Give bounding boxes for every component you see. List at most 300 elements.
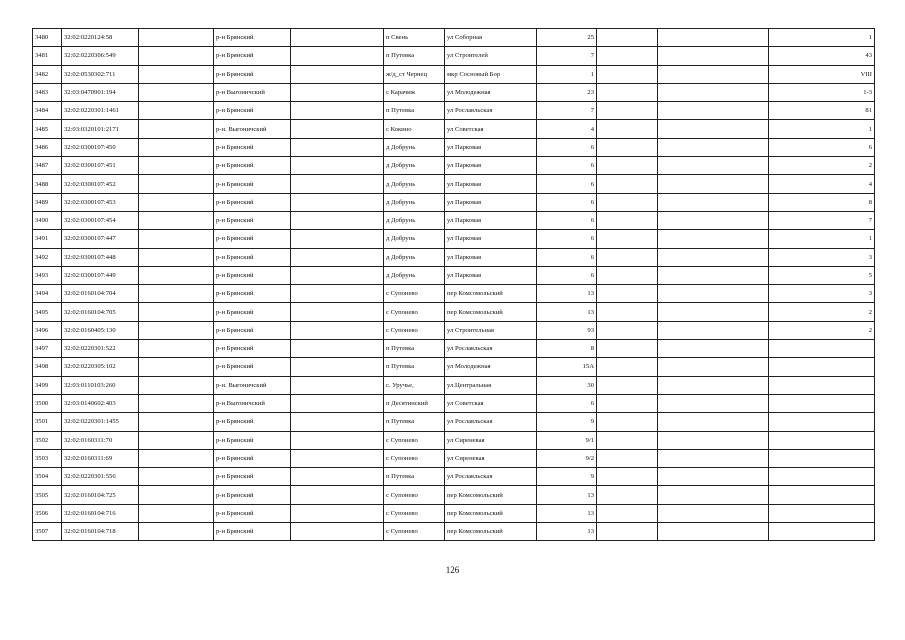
cell-street: ул Молодежная (445, 358, 537, 376)
cell-settlement: с Супонево (384, 449, 445, 467)
cell-apartment-number: 6 (769, 138, 875, 156)
cell-cadastral-number: 32:02:0220305:102 (62, 358, 139, 376)
cell-empty (139, 468, 214, 486)
cell-street: ул Парковая (445, 230, 537, 248)
cell-empty (597, 65, 658, 83)
cell-house-number: 6 (537, 193, 597, 211)
cell-apartment-number: 7 (769, 211, 875, 229)
cell-empty (597, 138, 658, 156)
cell-record-number: 3490 (33, 211, 62, 229)
cell-house-number: 7 (537, 47, 597, 65)
cell-record-number: 3498 (33, 358, 62, 376)
cell-record-number: 3481 (33, 47, 62, 65)
cell-record-number: 3487 (33, 157, 62, 175)
cell-empty (291, 138, 384, 156)
cell-cadastral-number: 32:02:0530302:711 (62, 65, 139, 83)
cell-district: р-н Брянский (214, 230, 291, 248)
cell-district: р-н Брянский (214, 248, 291, 266)
cell-empty (597, 266, 658, 284)
cell-apartment-number: 1 (769, 120, 875, 138)
cell-empty (658, 358, 769, 376)
table-row (33, 321, 875, 339)
cell-cadastral-number: 32:02:0300107:452 (62, 175, 139, 193)
cell-apartment-number (769, 523, 875, 541)
table-row (33, 47, 875, 65)
cell-apartment-number (769, 468, 875, 486)
cell-house-number: 9 (537, 468, 597, 486)
registry-table (32, 28, 875, 541)
cell-street: пер Комсомольский (445, 486, 537, 504)
cell-street: ул Рославльская (445, 468, 537, 486)
table-row (33, 285, 875, 303)
cell-house-number: 6 (537, 248, 597, 266)
cell-empty (597, 285, 658, 303)
cell-empty (139, 193, 214, 211)
cell-empty (291, 120, 384, 138)
cell-empty (291, 285, 384, 303)
cell-empty (597, 83, 658, 101)
cell-house-number: 6 (537, 266, 597, 284)
cell-settlement: п Путевка (384, 468, 445, 486)
cell-empty (291, 449, 384, 467)
cell-empty (597, 486, 658, 504)
cell-settlement: д Добрунь (384, 157, 445, 175)
cell-house-number: 6 (537, 230, 597, 248)
cell-empty (597, 303, 658, 321)
cell-house-number: 7 (537, 102, 597, 120)
cell-settlement: с Кокино (384, 120, 445, 138)
table-row (33, 431, 875, 449)
cell-district: р-н Брянский (214, 157, 291, 175)
cell-empty (597, 358, 658, 376)
cell-cadastral-number: 32:02:0160104:725 (62, 486, 139, 504)
cell-apartment-number: 3 (769, 285, 875, 303)
cell-empty (597, 431, 658, 449)
cell-record-number: 3483 (33, 83, 62, 101)
cell-cadastral-number: 32:02:0300107:454 (62, 211, 139, 229)
cell-apartment-number: VIII (769, 65, 875, 83)
cell-empty (658, 504, 769, 522)
cell-cadastral-number: 32:03:0320101:2171 (62, 120, 139, 138)
cell-street: мкр Сосновый Бор (445, 65, 537, 83)
cell-record-number: 3494 (33, 285, 62, 303)
cell-record-number: 3502 (33, 431, 62, 449)
cell-empty (597, 120, 658, 138)
cell-apartment-number: 2 (769, 321, 875, 339)
cell-empty (658, 175, 769, 193)
cell-empty (291, 321, 384, 339)
cell-empty (291, 29, 384, 47)
cell-apartment-number (769, 504, 875, 522)
cell-empty (597, 523, 658, 541)
cell-house-number: 23 (537, 83, 597, 101)
cell-house-number: 6 (537, 157, 597, 175)
cell-street: ул Строителей (445, 47, 537, 65)
cell-settlement: д Добрунь (384, 266, 445, 284)
cell-record-number: 3506 (33, 504, 62, 522)
cell-empty (291, 358, 384, 376)
cell-empty (597, 230, 658, 248)
cell-empty (658, 102, 769, 120)
cell-empty (139, 303, 214, 321)
cell-settlement: с Супонево (384, 431, 445, 449)
cell-house-number: 8 (537, 340, 597, 358)
cell-house-number: 13 (537, 285, 597, 303)
cell-district: р-н Брянский (214, 138, 291, 156)
cell-empty (597, 321, 658, 339)
cell-empty (139, 321, 214, 339)
cell-cadastral-number: 32:02:0160405:130 (62, 321, 139, 339)
cell-empty (658, 285, 769, 303)
cell-house-number: 6 (537, 138, 597, 156)
cell-district: р-н. Выгоничский (214, 120, 291, 138)
cell-street: ул Парковая (445, 248, 537, 266)
cell-cadastral-number: 32:02:0220301:1455 (62, 413, 139, 431)
cell-empty (658, 340, 769, 358)
cell-empty (291, 523, 384, 541)
cell-cadastral-number: 32:02:0160311:69 (62, 449, 139, 467)
cell-house-number: 15А (537, 358, 597, 376)
cell-record-number: 3505 (33, 486, 62, 504)
cell-street: ул Молодежная (445, 83, 537, 101)
cell-empty (597, 413, 658, 431)
cell-settlement: д Добрунь (384, 248, 445, 266)
cell-house-number: 6 (537, 175, 597, 193)
cell-empty (658, 486, 769, 504)
cell-street: ул Советская (445, 120, 537, 138)
cell-district: р-н Брянский (214, 523, 291, 541)
cell-house-number: 13 (537, 303, 597, 321)
cell-record-number: 3485 (33, 120, 62, 138)
cell-district: р-н Брянский (214, 303, 291, 321)
cell-record-number: 3484 (33, 102, 62, 120)
cell-empty (139, 120, 214, 138)
cell-street: ул Парковая (445, 175, 537, 193)
cell-district: р-н Брянский (214, 340, 291, 358)
table-row (33, 394, 875, 412)
cell-district: р-н Брянский (214, 449, 291, 467)
cell-district: р-н Брянский (214, 468, 291, 486)
cell-record-number: 3501 (33, 413, 62, 431)
page-number: 126 (445, 565, 460, 575)
cell-empty (658, 83, 769, 101)
cell-empty (658, 468, 769, 486)
cell-empty (139, 449, 214, 467)
cell-empty (139, 523, 214, 541)
cell-record-number: 3495 (33, 303, 62, 321)
cell-empty (597, 211, 658, 229)
cell-cadastral-number: 32:03:0470901:194 (62, 83, 139, 101)
cell-empty (291, 394, 384, 412)
cell-empty (291, 266, 384, 284)
cell-empty (139, 29, 214, 47)
cell-apartment-number (769, 413, 875, 431)
cell-empty (291, 504, 384, 522)
cell-settlement: п Путевка (384, 47, 445, 65)
table-row (33, 65, 875, 83)
table-row (33, 523, 875, 541)
cell-settlement: с Супонево (384, 504, 445, 522)
cell-settlement: с Супонево (384, 523, 445, 541)
cell-apartment-number (769, 394, 875, 412)
cell-settlement: с Карачиж (384, 83, 445, 101)
cell-district: р-н Брянский (214, 321, 291, 339)
table-row (33, 413, 875, 431)
cell-street: ул Сиреневая (445, 431, 537, 449)
cell-cadastral-number: 32:03:0140602:403 (62, 394, 139, 412)
cell-empty (291, 431, 384, 449)
cell-settlement: п Свень (384, 29, 445, 47)
cell-apartment-number: 1 (769, 230, 875, 248)
cell-cadastral-number: 32:02:0160104:704 (62, 285, 139, 303)
table-row (33, 157, 875, 175)
cell-district: р-н Выгоничский (214, 83, 291, 101)
cell-cadastral-number: 32:02:0300107:451 (62, 157, 139, 175)
cell-settlement: д Добрунь (384, 138, 445, 156)
cell-empty (291, 248, 384, 266)
cell-record-number: 3503 (33, 449, 62, 467)
table-row (33, 193, 875, 211)
cell-house-number: 13 (537, 504, 597, 522)
cell-empty (291, 47, 384, 65)
cell-settlement: с Супонево (384, 303, 445, 321)
cell-house-number: 30 (537, 376, 597, 394)
cell-district: р-н Брянский (214, 358, 291, 376)
cell-settlement: п Путевка (384, 358, 445, 376)
cell-cadastral-number: 32:02:0220124:58 (62, 29, 139, 47)
cell-empty (139, 65, 214, 83)
cell-cadastral-number: 32:02:0160104:705 (62, 303, 139, 321)
cell-house-number: 4 (537, 120, 597, 138)
cell-district: р-н Брянский (214, 47, 291, 65)
table-row (33, 486, 875, 504)
cell-cadastral-number: 32:02:0220301:1461 (62, 102, 139, 120)
cell-settlement: ж/д_ст Чернец (384, 65, 445, 83)
cell-empty (291, 413, 384, 431)
cell-empty (139, 102, 214, 120)
cell-empty (597, 193, 658, 211)
cell-cadastral-number: 32:02:0160104:716 (62, 504, 139, 522)
cell-apartment-number (769, 358, 875, 376)
cell-empty (139, 138, 214, 156)
cell-empty (658, 303, 769, 321)
cell-street: ул Парковая (445, 193, 537, 211)
cell-cadastral-number: 32:02:0220301:556 (62, 468, 139, 486)
table-row (33, 449, 875, 467)
cell-empty (139, 175, 214, 193)
table-row (33, 266, 875, 284)
table-row (33, 248, 875, 266)
cell-empty (291, 193, 384, 211)
cell-cadastral-number: 32:02:0220301:522 (62, 340, 139, 358)
cell-district: р-н Брянский (214, 285, 291, 303)
cell-empty (658, 65, 769, 83)
cell-house-number: 1 (537, 65, 597, 83)
cell-settlement: п Десятинский (384, 394, 445, 412)
cell-empty (658, 248, 769, 266)
cell-empty (291, 468, 384, 486)
cell-cadastral-number: 32:02:0160311:70 (62, 431, 139, 449)
cell-empty (291, 230, 384, 248)
cell-empty (291, 340, 384, 358)
cell-empty (658, 413, 769, 431)
cell-street: ул Сиреневая (445, 449, 537, 467)
cell-apartment-number: 4 (769, 175, 875, 193)
cell-empty (658, 193, 769, 211)
cell-district: р-н Брянский (214, 431, 291, 449)
cell-record-number: 3486 (33, 138, 62, 156)
cell-apartment-number: 5 (769, 266, 875, 284)
cell-district: р-н Брянский (214, 29, 291, 47)
cell-record-number: 3488 (33, 175, 62, 193)
cell-record-number: 3500 (33, 394, 62, 412)
cell-district: р-н Брянский (214, 211, 291, 229)
cell-empty (291, 303, 384, 321)
cell-house-number: 93 (537, 321, 597, 339)
cell-record-number: 3507 (33, 523, 62, 541)
cell-street: пер Комсомольский (445, 285, 537, 303)
cell-house-number: 9 (537, 413, 597, 431)
cell-house-number: 9/1 (537, 431, 597, 449)
cell-empty (597, 504, 658, 522)
cell-empty (597, 102, 658, 120)
cell-district: р-н Выгоничский (214, 394, 291, 412)
cell-apartment-number: 81 (769, 102, 875, 120)
cell-district: р-н Брянский (214, 486, 291, 504)
cell-empty (139, 340, 214, 358)
cell-street: ул Рославльская (445, 340, 537, 358)
cell-empty (658, 138, 769, 156)
cell-apartment-number: 43 (769, 47, 875, 65)
table-row (33, 468, 875, 486)
cell-empty (139, 157, 214, 175)
cell-house-number: 9/2 (537, 449, 597, 467)
cell-settlement: с. Уручье, (384, 376, 445, 394)
cell-record-number: 3489 (33, 193, 62, 211)
cell-empty (291, 102, 384, 120)
cell-district: р-н Брянский (214, 413, 291, 431)
cell-empty (291, 157, 384, 175)
cell-house-number: 6 (537, 211, 597, 229)
cell-empty (139, 394, 214, 412)
cell-cadastral-number: 32:02:0160104:718 (62, 523, 139, 541)
cell-record-number: 3504 (33, 468, 62, 486)
cell-empty (658, 394, 769, 412)
cell-cadastral-number: 32:02:0300107:447 (62, 230, 139, 248)
cell-empty (597, 340, 658, 358)
cell-street: ул Рославльская (445, 102, 537, 120)
cell-empty (291, 65, 384, 83)
registry-table-body (33, 29, 875, 541)
cell-record-number: 3497 (33, 340, 62, 358)
cell-empty (658, 29, 769, 47)
cell-district: р-н Брянский (214, 193, 291, 211)
cell-settlement: д Добрунь (384, 211, 445, 229)
cell-empty (291, 211, 384, 229)
cell-empty (291, 83, 384, 101)
cell-cadastral-number: 32:02:0300107:450 (62, 138, 139, 156)
cell-empty (139, 504, 214, 522)
cell-cadastral-number: 32:02:0300107:448 (62, 248, 139, 266)
cell-empty (658, 157, 769, 175)
cell-cadastral-number: 32:02:0220306:549 (62, 47, 139, 65)
cell-cadastral-number: 32:02:0300107:449 (62, 266, 139, 284)
cell-settlement: д Добрунь (384, 193, 445, 211)
cell-empty (139, 230, 214, 248)
cell-empty (658, 47, 769, 65)
cell-empty (139, 211, 214, 229)
cell-empty (597, 394, 658, 412)
cell-street: пер Комсомольский (445, 504, 537, 522)
cell-district: р-н. Выгоничский (214, 376, 291, 394)
cell-cadastral-number: 32:02:0300107:453 (62, 193, 139, 211)
cell-empty (658, 321, 769, 339)
cell-empty (139, 358, 214, 376)
table-row (33, 504, 875, 522)
cell-apartment-number: 2 (769, 303, 875, 321)
cell-empty (139, 431, 214, 449)
cell-street: ул Советская (445, 394, 537, 412)
cell-district: р-н Брянский (214, 266, 291, 284)
cell-settlement: с Супонево (384, 321, 445, 339)
cell-settlement: с Супонево (384, 285, 445, 303)
cell-district: р-н Брянский (214, 175, 291, 193)
cell-empty (658, 376, 769, 394)
cell-street: ул.Центральная (445, 376, 537, 394)
cell-record-number: 3493 (33, 266, 62, 284)
cell-street: ул Парковая (445, 138, 537, 156)
cell-empty (658, 211, 769, 229)
table-row (33, 83, 875, 101)
cell-record-number: 3482 (33, 65, 62, 83)
cell-house-number: 13 (537, 523, 597, 541)
cell-cadastral-number: 32:03:0110103:260 (62, 376, 139, 394)
cell-empty (658, 120, 769, 138)
cell-record-number: 3496 (33, 321, 62, 339)
cell-street: ул Парковая (445, 157, 537, 175)
cell-empty (658, 449, 769, 467)
table-row (33, 376, 875, 394)
cell-apartment-number (769, 449, 875, 467)
cell-street: ул Парковая (445, 266, 537, 284)
table-row (33, 120, 875, 138)
cell-district: р-н Брянский (214, 504, 291, 522)
cell-apartment-number (769, 431, 875, 449)
cell-record-number: 3480 (33, 29, 62, 47)
cell-street: ул Соборная (445, 29, 537, 47)
table-row (33, 340, 875, 358)
cell-empty (139, 285, 214, 303)
cell-street: пер Комсомольский (445, 523, 537, 541)
cell-settlement: д Добрунь (384, 230, 445, 248)
cell-empty (597, 376, 658, 394)
cell-record-number: 3491 (33, 230, 62, 248)
cell-empty (291, 376, 384, 394)
table-row (33, 230, 875, 248)
cell-empty (597, 175, 658, 193)
cell-apartment-number: 1-3 (769, 83, 875, 101)
cell-empty (291, 175, 384, 193)
cell-empty (658, 431, 769, 449)
cell-settlement: д Добрунь (384, 175, 445, 193)
cell-empty (139, 266, 214, 284)
cell-empty (597, 29, 658, 47)
cell-empty (597, 468, 658, 486)
cell-district: р-н Брянский (214, 65, 291, 83)
cell-record-number: 3492 (33, 248, 62, 266)
cell-empty (291, 486, 384, 504)
table-row (33, 211, 875, 229)
